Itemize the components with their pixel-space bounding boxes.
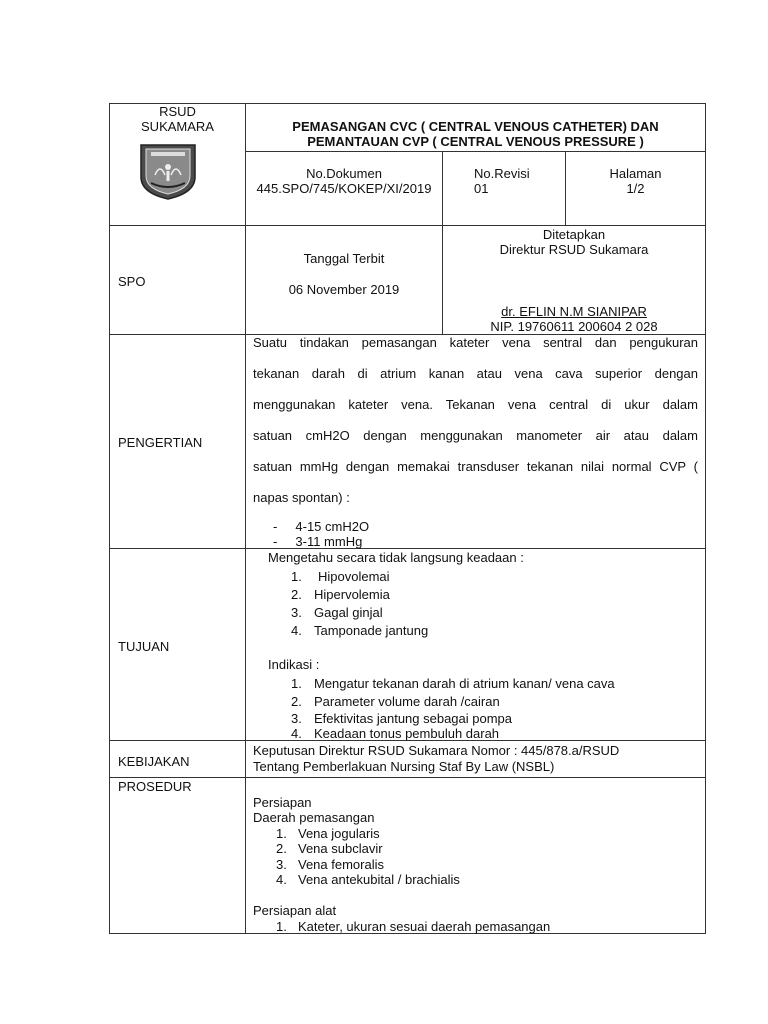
page-value: 1/2	[626, 181, 645, 196]
document-title-line2: PEMANTAUAN CVP ( CENTRAL VENOUS PRESSURE )	[307, 134, 644, 149]
org-name-line1: RSUD	[159, 104, 196, 119]
org-name	[110, 104, 245, 134]
page-number	[566, 166, 705, 196]
normal-range-item: - 4-15 cmH2O	[273, 519, 370, 534]
tujuan-number: 4.	[291, 623, 302, 638]
document-title-line1: PEMASANGAN CVC ( CENTRAL VENOUS CATHETER) DAN	[292, 119, 659, 134]
document-number-label: No.Dokumen	[306, 166, 382, 181]
kebijakan-text-line2: Tentang Pemberlakuan Nursing Staf By Law (NSBL)	[253, 759, 555, 774]
normal-range-text: 4-15 cmH2O	[295, 519, 370, 534]
document-number-value: 445.SPO/745/KOKEP/XI/2019	[256, 181, 432, 196]
approval-block	[443, 227, 705, 257]
daerah-number: 1.	[276, 826, 287, 841]
document-number	[246, 166, 442, 196]
header-title-divider	[245, 151, 706, 152]
daerah-number: 3.	[276, 857, 287, 872]
revision-number	[474, 166, 530, 196]
daerah-number: 2.	[276, 841, 287, 856]
indikasi-item: Mengatur tekanan darah di atrium kanan/ vena cava	[314, 676, 615, 691]
tujuan-number: 2.	[291, 587, 302, 602]
daerah-item: Vena femoralis	[298, 857, 384, 872]
pengertian-line: satuan cmH2O dengan menggunakan manometer air atau dalam	[253, 428, 698, 443]
tujuan-item: Hipervolemia	[314, 587, 390, 602]
hospital-logo	[137, 139, 199, 204]
pengertian-line: satuan mmHg dengan memakai transduser tekanan nilai normal CVP (	[253, 459, 698, 474]
pengertian-line: napas spontan) :	[253, 490, 350, 505]
pengertian-bottom-border	[109, 548, 706, 549]
tujuan-intro: Mengetahu secara tidak langsung keadaan :	[268, 550, 524, 565]
prosedur-label: PROSEDUR	[118, 779, 192, 794]
daerah-item: Vena antekubital / brachialis	[298, 872, 460, 887]
pengertian-line: Suatu tindakan pemasangan kateter vena sentral dan pengukuran	[253, 335, 698, 350]
indikasi-item: Keadaan tonus pembuluh darah	[314, 726, 500, 741]
approval-label: Ditetapkan	[542, 227, 606, 242]
org-name-line2: SUKAMARA	[141, 119, 214, 134]
daerah-number: 4.	[276, 872, 287, 887]
alat-number: 1.	[276, 919, 287, 934]
page-label: Halaman	[609, 166, 662, 181]
pengertian-label: PENGERTIAN	[118, 435, 203, 450]
revision-label: No.Revisi	[474, 166, 530, 181]
normal-range-text: 3-11 mmHg	[295, 534, 363, 549]
tujuan-label: TUJUAN	[118, 639, 170, 654]
daerah-item: Vena subclavir	[298, 841, 383, 856]
tujuan-item: Gagal ginjal	[314, 605, 383, 620]
kebijakan-text-line1: Keputusan Direktur RSUD Sukamara Nomor : 445/878.a/RSUD	[253, 743, 620, 758]
issue-date-label: Tanggal Terbit	[303, 251, 385, 266]
alat-item: Kateter, ukuran sesuai daerah pemasangan	[298, 919, 551, 934]
approval-title: Direktur RSUD Sukamara	[499, 242, 649, 257]
daerah-item: Vena jogularis	[298, 826, 380, 841]
indikasi-label: Indikasi :	[268, 657, 320, 672]
indikasi-item: Parameter volume darah /cairan	[314, 694, 500, 709]
indikasi-number: 2.	[291, 694, 302, 709]
header-bottom-border	[109, 225, 706, 226]
indikasi-number: 4.	[291, 726, 302, 741]
signer-name: dr. EFLIN N.M SIANIPAR	[501, 304, 647, 319]
issue-date-value: 06 November 2019	[288, 282, 400, 297]
daerah-heading: Daerah pemasangan	[253, 810, 375, 825]
document-title	[246, 119, 705, 149]
tujuan-item: Hipovolemai	[318, 569, 390, 584]
kebijakan-bottom-border	[109, 777, 706, 778]
tujuan-number: 3.	[291, 605, 302, 620]
kebijakan-label: KEBIJAKAN	[118, 754, 190, 769]
indikasi-number: 3.	[291, 711, 302, 726]
pengertian-line: menggunakan kateter vena. Tekanan vena central di ukur dalam	[253, 397, 698, 412]
normal-range-item: - 3-11 mmHg	[273, 534, 363, 549]
revision-value: 01	[474, 181, 489, 196]
table-border-left	[109, 103, 110, 934]
spo-label: SPO	[118, 274, 146, 289]
alat-heading: Persiapan alat	[253, 903, 337, 918]
pengertian-line: tekanan darah di atrium kanan atau vena cava superior dengan	[253, 366, 698, 381]
tujuan-item: Tamponade jantung	[314, 623, 429, 638]
persiapan-heading: Persiapan	[253, 795, 312, 810]
tujuan-number: 1.	[291, 569, 302, 584]
indikasi-number: 1.	[291, 676, 302, 691]
indikasi-item: Efektivitas jantung sebagai pompa	[314, 711, 513, 726]
signer-nip: NIP. 19760611 200604 2 028	[490, 319, 658, 334]
label-column-divider	[245, 103, 246, 934]
table-border-right	[705, 103, 706, 934]
